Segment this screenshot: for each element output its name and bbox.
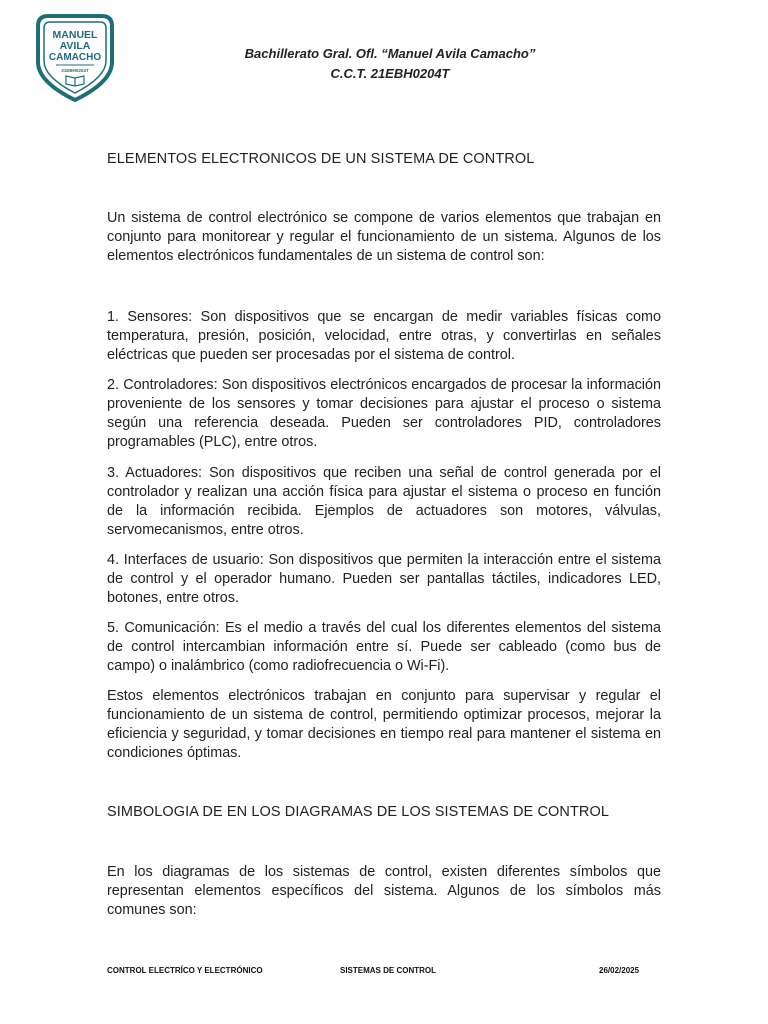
section-title-symbology: SIMBOLOGIA DE EN LOS DIAGRAMAS DE LOS SISTEMAS DE CONTROL xyxy=(107,804,610,820)
school-cct: C.C.T. 21EBH0204T xyxy=(330,66,450,81)
logo-line-2: AVILA xyxy=(59,40,91,52)
section-title-elements: ELEMENTOS ELECTRONICOS DE UN SISTEMA DE CONTROL xyxy=(107,151,535,167)
footer-topic: SISTEMAS DE CONTROL xyxy=(340,966,437,975)
item-sensors: 1. Sensores: Son dispositivos que se encargan de medir variables físicas como temperatura, presión, posición, velocidad, entre otras, y convertirlas en señales eléctricas que pueden ser procesadas por el sistema de control. xyxy=(107,309,661,363)
item-user-interfaces: 4. Interfaces de usuario: Son dispositivos que permiten la interacción entre el sistema de control y el operador humano. Pueden ser pantallas táctiles, indicadores LED, botones, entre otros. xyxy=(107,552,661,606)
school-logo xyxy=(32,12,118,104)
logo-line-1: MANUEL xyxy=(52,29,98,41)
item-communication: 5. Comunicación: Es el medio a través del cual los diferentes elementos del sistema de control intercambian información entre sí. Puede ser cableado (como bus de campo) o inalámbrico (como radiofrecuencia o Wi-Fi). xyxy=(107,620,661,674)
closing-paragraph: Estos elementos electrónicos trabajan en conjunto para supervisar y regular el funcionamiento de un sistema de control, permitiendo optimizar procesos, mejorar la eficiencia y seguridad, y tomar decisiones en tiempo real para mantener el sistema en condiciones óptimas. xyxy=(107,688,661,761)
logo-line-3: CAMACHO xyxy=(48,52,102,63)
item-actuators: 3. Actuadores: Son dispositivos que reciben una señal de control generada por el controlador y realizan una acción física para ajustar el sistema o proceso en función de la información recibida. Ejemplos de actuadores son motores, válvulas, servomecanismos, entre otros. xyxy=(107,465,661,538)
footer-date: 26/02/2025 xyxy=(599,966,640,975)
logo-cct: 21EBH0204T xyxy=(61,68,89,73)
school-name: Bachillerato Gral. Ofl. “Manuel Avila Camacho” xyxy=(244,46,536,61)
symbology-intro: En los diagramas de los sistemas de control, existen diferentes símbolos que representan elementos específicos del sistema. Algunos de los símbolos más comunes son: xyxy=(107,864,661,918)
footer-course: CONTROL ELECTRÍCO Y ELECTRÓNICO xyxy=(107,966,263,975)
intro-paragraph: Un sistema de control electrónico se compone de varios elementos que trabajan en conjunto para monitorear y regular el funcionamiento de un sistema. Algunos de los elementos electrónicos fundamentales de un sistema de control son: xyxy=(107,210,661,264)
item-controllers: 2. Controladores: Son dispositivos electrónicos encargados de procesar la información proveniente de los sensores y tomar decisiones para ajustar el proceso o sistema según una referencia deseada. Pueden ser controladores PID, controladores programables (PLC), entre otros. xyxy=(107,377,661,450)
